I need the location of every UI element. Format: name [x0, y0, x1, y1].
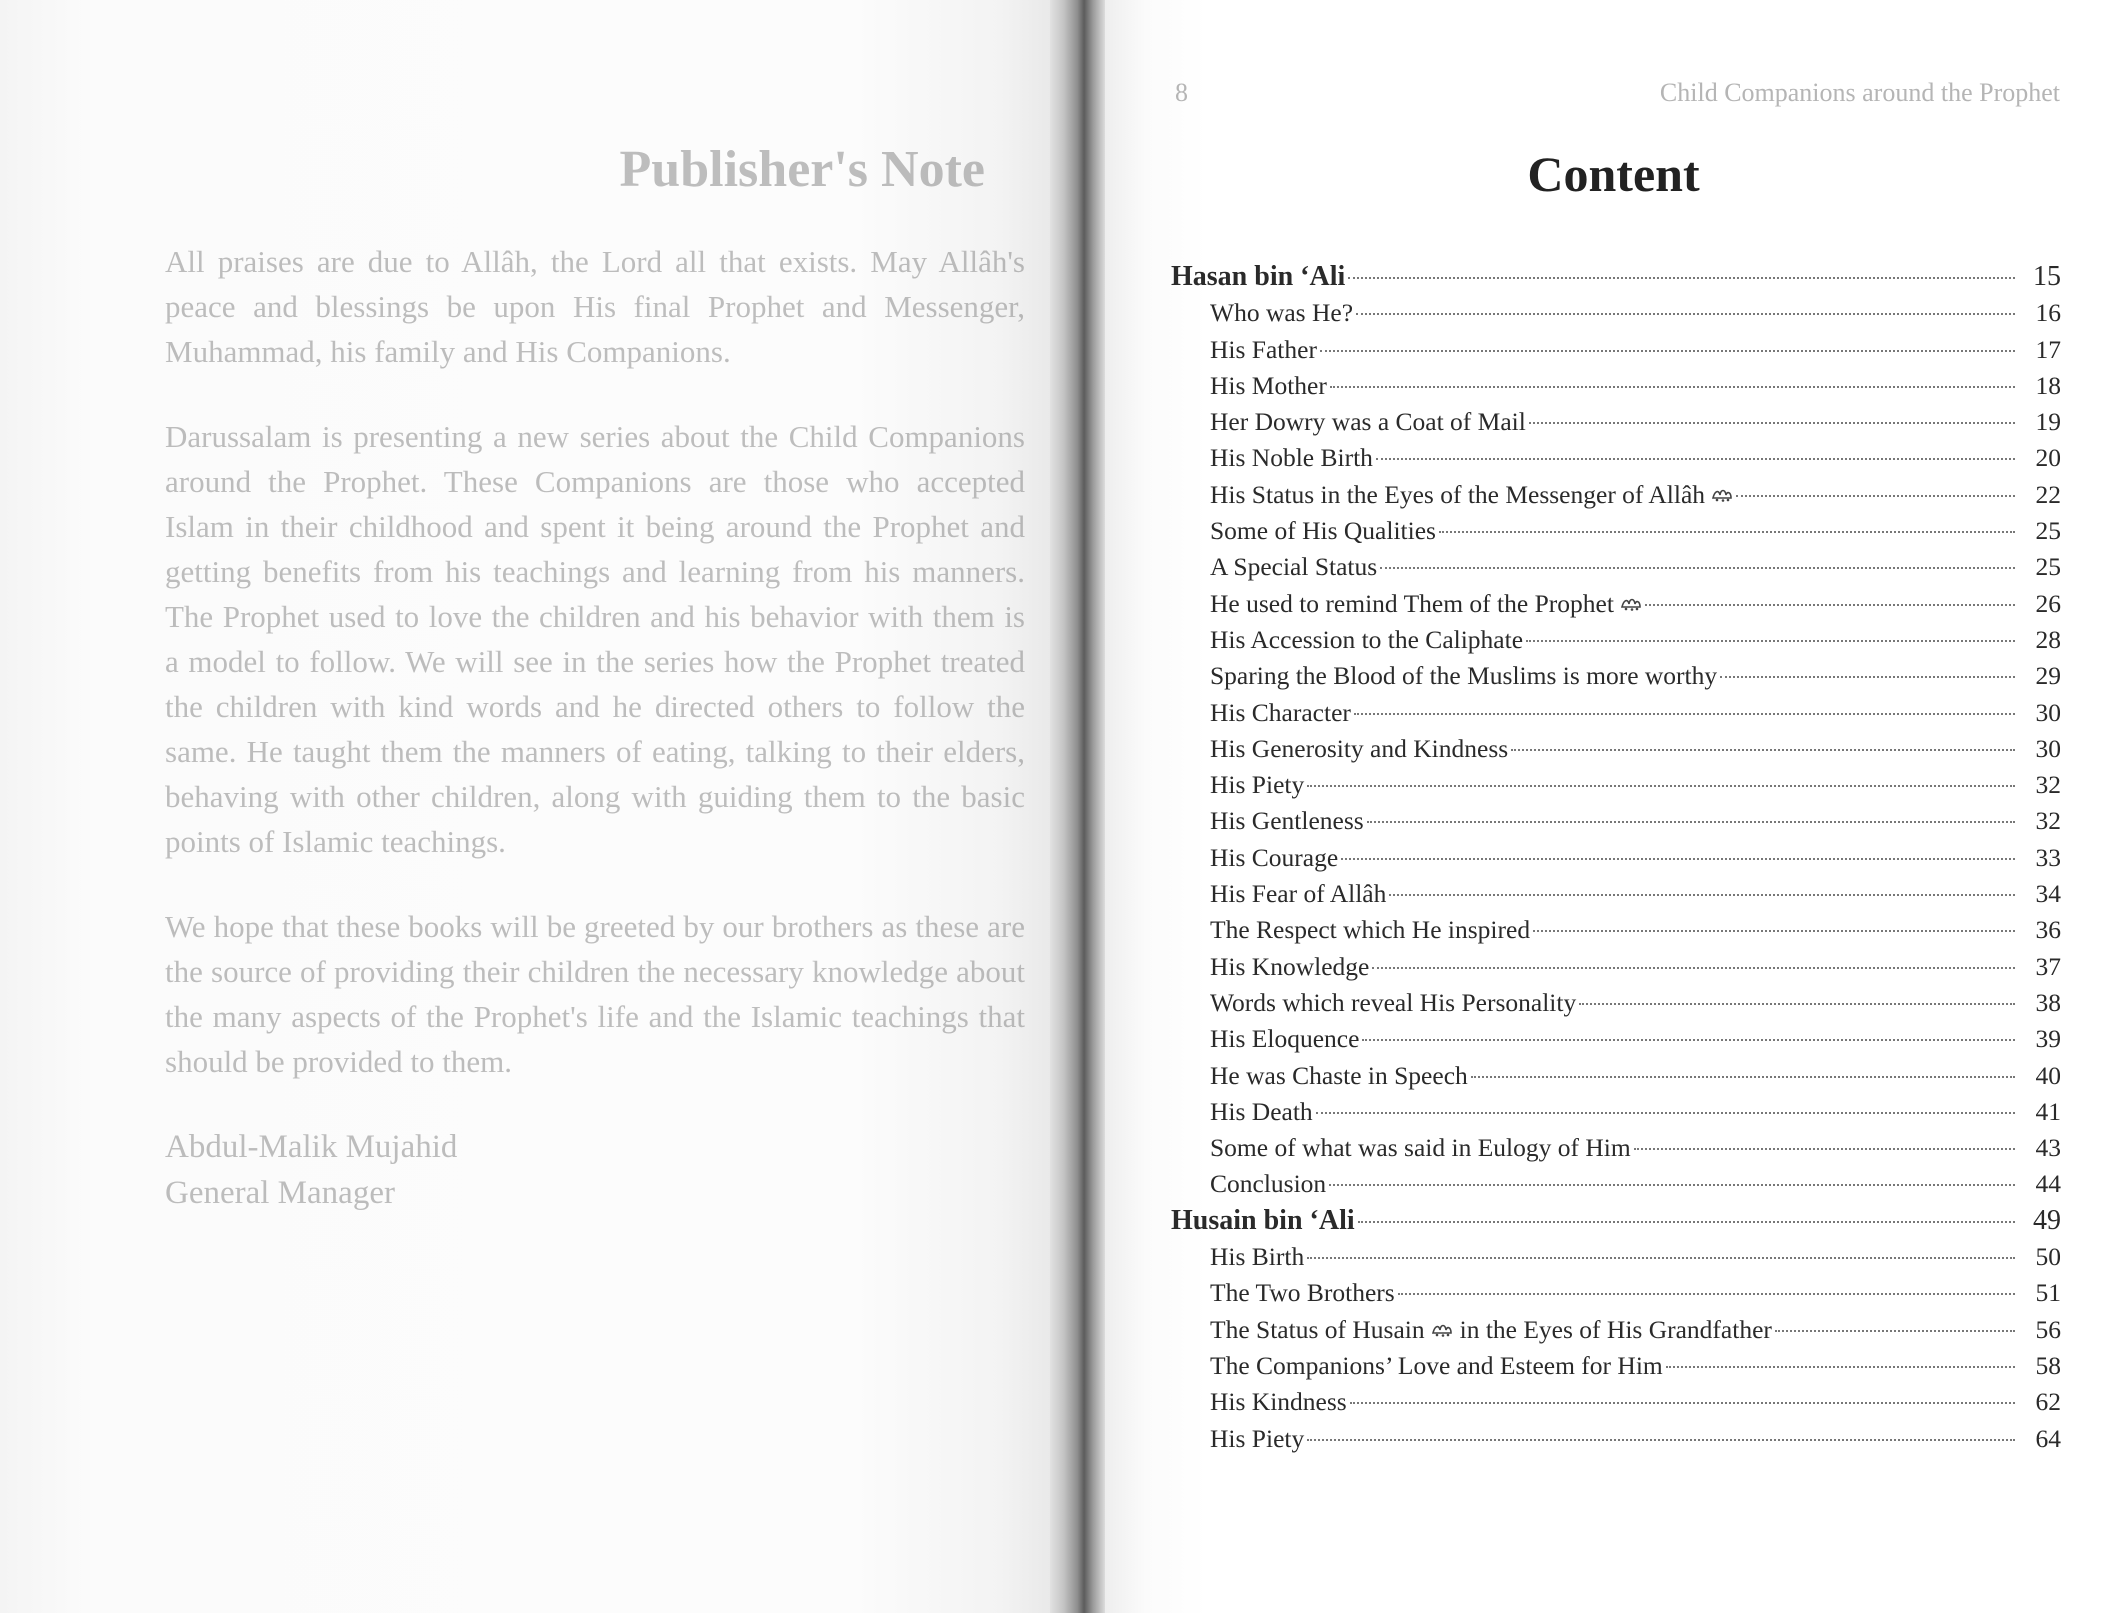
toc-entry-title	[1210, 767, 1304, 803]
toc-leader-dots	[1329, 1184, 2015, 1186]
toc-page-number: 56	[2035, 1314, 2061, 1344]
toc-entry-text: The Companions’ Love and Esteem for Him	[1210, 1350, 1663, 1380]
toc-page-number: 28	[2035, 624, 2061, 654]
toc-entry-title	[1171, 1203, 1355, 1239]
toc-entry-text: His Piety	[1210, 1423, 1305, 1453]
toc-entry-title	[1210, 440, 1373, 476]
toc-entry[interactable]	[1171, 876, 2061, 912]
publishers-note-showthrough	[165, 140, 1025, 1216]
toc-page-number: 34	[2035, 879, 2061, 909]
toc-section-heading[interactable]	[1171, 1203, 2061, 1239]
toc-leader-dots	[1736, 495, 2015, 497]
toc-page-number: 40	[2035, 1060, 2061, 1090]
toc-entry[interactable]	[1171, 1275, 2061, 1311]
toc-entry-title	[1210, 1384, 1347, 1420]
right-page	[1105, 0, 2122, 1613]
publishers-note-paragraph: We hope that these books will be greeted by our brothers as these are the source of providing their children the necessary knowledge about the many aspects of the Prophet's life and the Islamic teachings that should be provided to them.	[165, 909, 1025, 1079]
toc-entry-text: Some of His Qualities	[1210, 516, 1436, 546]
toc-leader-dots	[1362, 1039, 2015, 1041]
toc-entry[interactable]	[1171, 368, 2061, 404]
publishers-note-signature	[165, 1124, 1025, 1216]
toc-entry-text: The Two Brothers	[1210, 1278, 1395, 1308]
toc-leader-dots	[1341, 858, 2015, 860]
toc-page-number: 30	[2035, 697, 2061, 727]
toc-entry-title	[1210, 1312, 1772, 1348]
toc-entry[interactable]	[1171, 1312, 2061, 1348]
page-title: Content	[1527, 146, 1700, 202]
table-of-contents	[1171, 259, 2061, 1457]
toc-entry[interactable]	[1171, 440, 2061, 476]
toc-page-number: 30	[2035, 733, 2061, 763]
toc-leader-dots	[1471, 1076, 2015, 1078]
toc-entry-title	[1210, 1130, 1631, 1166]
toc-page-number: 25	[2035, 552, 2061, 582]
publishers-note-title: Publisher's Note	[619, 141, 985, 198]
toc-entry-text: Hasan bin ‘Ali	[1171, 261, 1346, 292]
toc-entry[interactable]	[1171, 912, 2061, 948]
toc-entry-text: Some of what was said in Eulogy of Him	[1210, 1133, 1631, 1163]
toc-entry-title	[1210, 731, 1508, 767]
toc-entry-text: His Noble Birth	[1210, 443, 1373, 473]
signature-name: Abdul-Malik Mujahid	[165, 1129, 458, 1165]
toc-page-number: 36	[2035, 915, 2061, 945]
toc-entry-text: His Piety	[1210, 770, 1305, 800]
toc-entry[interactable]	[1171, 840, 2061, 876]
toc-entry[interactable]	[1171, 549, 2061, 585]
toc-entry[interactable]	[1171, 622, 2061, 658]
toc-page-number: 20	[2035, 443, 2061, 473]
toc-page-number: 17	[2035, 334, 2061, 364]
toc-leader-dots	[1526, 640, 2015, 642]
toc-entry-title	[1210, 876, 1386, 912]
toc-entry-title	[1210, 985, 1576, 1021]
toc-entry-text: His Father	[1210, 334, 1317, 364]
toc-entry-text: He used to remind Them of the Prophet	[1210, 588, 1614, 618]
toc-leader-dots	[1356, 313, 2015, 315]
toc-leader-dots	[1666, 1366, 2015, 1368]
toc-page-number: 49	[2033, 1204, 2061, 1236]
toc-page-number: 15	[2033, 261, 2061, 292]
toc-leader-dots	[1354, 713, 2015, 715]
toc-leader-dots	[1398, 1293, 2015, 1295]
toc-leader-dots	[1367, 821, 2015, 823]
toc-entry[interactable]	[1171, 1058, 2061, 1094]
toc-entry[interactable]	[1171, 1384, 2061, 1420]
toc-entry-text: Words which reveal His Personality	[1210, 987, 1577, 1017]
toc-entry-title	[1171, 259, 1345, 295]
toc-leader-dots	[1307, 785, 2015, 787]
toc-entry-title	[1210, 622, 1523, 658]
toc-entry-text: His Courage	[1210, 842, 1339, 872]
toc-entry[interactable]	[1171, 949, 2061, 985]
toc-entry-text: His Generosity and Kindness	[1210, 733, 1509, 763]
toc-page-number: 37	[2035, 951, 2061, 981]
toc-leader-dots	[1350, 1402, 2015, 1404]
toc-entry-text-continued: in the Eyes of His Grandfather	[1459, 1314, 1772, 1344]
toc-entry[interactable]	[1171, 1239, 2061, 1275]
toc-entry-text: The Status of Husain	[1210, 1314, 1425, 1344]
toc-entry-title	[1210, 549, 1377, 585]
toc-entry[interactable]	[1171, 1421, 2061, 1457]
toc-page-number: 16	[2035, 298, 2061, 328]
toc-leader-dots	[1376, 458, 2015, 460]
toc-entry-title	[1210, 404, 1526, 440]
toc-entry[interactable]	[1171, 332, 2061, 368]
toc-page-number: 43	[2035, 1133, 2061, 1163]
toc-entry[interactable]	[1171, 513, 2061, 549]
header-page-number: 8	[1175, 78, 1188, 107]
toc-leader-dots	[1307, 1257, 2015, 1259]
toc-entry-text: His Character	[1210, 697, 1351, 727]
toc-leader-dots	[1358, 1221, 2015, 1223]
toc-entry-title	[1210, 1058, 1468, 1094]
toc-entry-title	[1210, 1239, 1304, 1275]
toc-leader-dots	[1439, 531, 2015, 533]
toc-entry[interactable]	[1171, 295, 2061, 331]
toc-entry[interactable]	[1171, 404, 2061, 440]
toc-entry-text: Husain bin ‘Ali	[1171, 1204, 1355, 1236]
toc-entry[interactable]	[1171, 803, 2061, 839]
toc-entry-title	[1210, 803, 1364, 839]
signature-title: General Manager	[165, 1175, 395, 1211]
toc-entry-title	[1210, 1094, 1313, 1130]
toc-entry-title	[1210, 1021, 1359, 1057]
toc-entry-text: His Knowledge	[1210, 951, 1370, 981]
toc-page-number: 41	[2035, 1096, 2061, 1126]
honorific-symbol-icon	[1620, 595, 1642, 613]
toc-entry-title	[1210, 1275, 1395, 1311]
toc-entry-text: His Status in the Eyes of the Messenger of Allâh	[1210, 479, 1706, 509]
toc-entry-title	[1210, 949, 1369, 985]
toc-page-number: 26	[2035, 588, 2061, 618]
toc-leader-dots	[1316, 1112, 2015, 1114]
toc-leader-dots	[1330, 386, 2015, 388]
toc-entry-title	[1210, 332, 1317, 368]
toc-page-number: 62	[2035, 1387, 2061, 1417]
toc-page-number: 32	[2035, 770, 2061, 800]
toc-entry-title	[1210, 1348, 1663, 1384]
toc-page-number: 32	[2035, 806, 2061, 836]
toc-entry-title	[1210, 840, 1338, 876]
toc-entry[interactable]	[1171, 1130, 2061, 1166]
book-gutter-shadow	[1050, 0, 1105, 1613]
toc-page-number: 18	[2035, 370, 2061, 400]
toc-entry[interactable]	[1171, 658, 2061, 694]
toc-entry-title	[1210, 912, 1530, 948]
toc-leader-dots	[1389, 894, 2015, 896]
toc-leader-dots	[1579, 1003, 2015, 1005]
toc-entry[interactable]	[1171, 1348, 2061, 1384]
toc-page-number: 58	[2035, 1350, 2061, 1380]
toc-entry[interactable]	[1171, 695, 2061, 731]
toc-entry-text: His Accession to the Caliphate	[1210, 624, 1524, 654]
toc-entry-title	[1210, 1421, 1304, 1457]
toc-entry-title	[1210, 295, 1353, 331]
toc-page-number: 19	[2035, 407, 2061, 437]
toc-entry-text: Who was He?	[1210, 298, 1354, 328]
toc-leader-dots	[1348, 277, 2015, 279]
toc-page-number: 44	[2035, 1169, 2061, 1199]
toc-section-heading[interactable]	[1171, 259, 2061, 295]
toc-entry-title	[1210, 513, 1436, 549]
toc-leader-dots	[1634, 1148, 2015, 1150]
toc-entry-title	[1210, 695, 1351, 731]
toc-page-number: 50	[2035, 1242, 2061, 1272]
honorific-symbol-icon	[1711, 486, 1733, 504]
toc-page-number: 39	[2035, 1024, 2061, 1054]
toc-leader-dots	[1775, 1330, 2015, 1332]
toc-leader-dots	[1307, 1439, 2015, 1441]
toc-page-number: 64	[2035, 1423, 2061, 1453]
toc-leader-dots	[1645, 604, 2015, 606]
toc-entry-text: His Death	[1210, 1096, 1313, 1126]
toc-leader-dots	[1511, 749, 2015, 751]
toc-entry[interactable]	[1171, 731, 2061, 767]
toc-entry-text: Her Dowry was a Coat of Mail	[1210, 407, 1526, 437]
toc-entry-title	[1210, 586, 1642, 622]
toc-page-number: 22	[2035, 479, 2061, 509]
toc-leader-dots	[1533, 930, 2015, 932]
toc-entry-title	[1210, 658, 1717, 694]
honorific-symbol-icon	[1431, 1321, 1453, 1339]
toc-entry-text: His Birth	[1210, 1242, 1305, 1272]
toc-entry[interactable]	[1171, 586, 2061, 622]
publishers-note-paragraph: Darussalam is presenting a new series about the Child Companions around the Prophet. These Companions are those who accepted Islam in their childhood and spent it being around the Prophet and getting benefits from his teachings and learning from his manners. The Prophet used to love the children and his behavior with them is a model to follow. We will see in the series how the Prophet treated the children with kind words and he directed others to follow the same. He taught them the manners of eating, talking to their elders, behaving with other children, along with guiding them to the basic points of Islamic teachings.	[165, 419, 1025, 859]
publishers-note-paragraph: All praises are due to Allâh, the Lord all that exists. May Allâh's peace and blessings be upon His final Prophet and Messenger, Muhammad, his family and His Companions.	[165, 244, 1025, 369]
toc-entry-text: His Eloquence	[1210, 1024, 1360, 1054]
toc-leader-dots	[1320, 350, 2015, 352]
toc-entry-text: His Fear of Allâh	[1210, 879, 1387, 909]
toc-leader-dots	[1720, 676, 2015, 678]
toc-entry-title	[1210, 477, 1733, 513]
toc-page-number: 51	[2035, 1278, 2061, 1308]
toc-entry-text: His Mother	[1210, 370, 1327, 400]
toc-entry-text: His Kindness	[1210, 1387, 1347, 1417]
toc-leader-dots	[1380, 567, 2015, 569]
toc-page-number: 33	[2035, 842, 2061, 872]
toc-entry[interactable]	[1171, 1166, 2061, 1202]
toc-entry-title	[1210, 368, 1327, 404]
toc-entry-text: Conclusion	[1210, 1169, 1327, 1199]
publishers-note-body	[165, 239, 1025, 1084]
toc-page-number: 25	[2035, 516, 2061, 546]
toc-entry-text: Sparing the Blood of the Muslims is more worthy	[1210, 661, 1718, 691]
toc-entry[interactable]	[1171, 1021, 2061, 1057]
toc-leader-dots	[1372, 967, 2015, 969]
toc-page-number: 38	[2035, 987, 2061, 1017]
toc-leader-dots	[1529, 422, 2015, 424]
toc-entry-text: His Gentleness	[1210, 806, 1364, 836]
header-running-title: Child Companions around the Prophet	[1659, 78, 2060, 107]
toc-entry-text: A Special Status	[1210, 552, 1378, 582]
toc-entry-text: He was Chaste in Speech	[1210, 1060, 1468, 1090]
toc-entry-title	[1210, 1166, 1326, 1202]
toc-entry[interactable]	[1171, 1094, 2061, 1130]
toc-entry[interactable]	[1171, 767, 2061, 803]
toc-page-number: 29	[2035, 661, 2061, 691]
toc-entry-text: The Respect which He inspired	[1210, 915, 1531, 945]
toc-entry[interactable]	[1171, 985, 2061, 1021]
toc-entry[interactable]	[1171, 477, 2061, 513]
